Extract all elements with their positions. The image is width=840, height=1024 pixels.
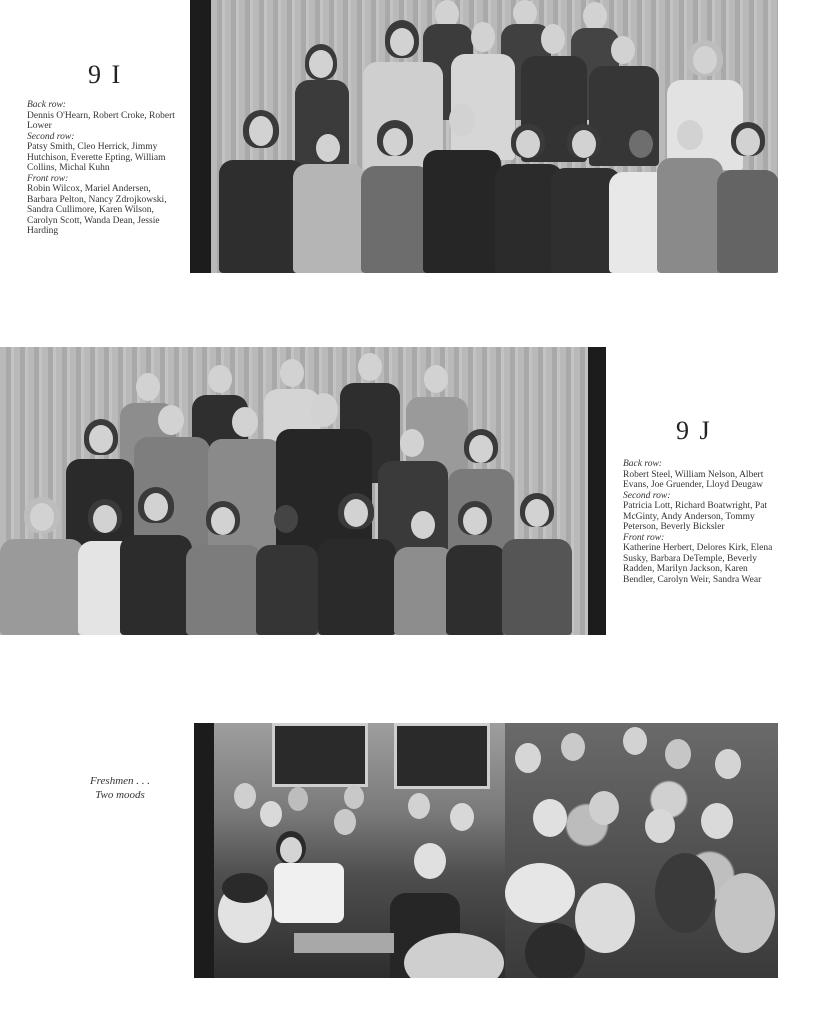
freshmen-caption-line2: Two moods: [95, 789, 145, 801]
front-row-names: Robin Wilcox, Mariel Andersen, Barbara Pelton, Nancy Zdrojkowski, Sandra Cullimore, Karen Wilson, Carolyn Scott, Wanda Dean, Jessie Harding: [27, 184, 167, 236]
back-row-label: Back row:: [623, 459, 662, 469]
front-row-label: Front row:: [27, 173, 69, 184]
photo-freshmen-border: [194, 723, 214, 978]
freshmen-caption: [70, 774, 170, 802]
class-9j-names: [623, 459, 773, 585]
second-row-names: Patricia Lott, Richard Boatwright, Pat McGinty, Andy Anderson, Tommy Peterson, Beverly Bicksler: [623, 501, 768, 532]
photo-9j-border: [588, 347, 606, 635]
back-row-names: Dennis O'Hearn, Robert Croke, Robert Lower: [27, 110, 175, 131]
back-row-label: Back row:: [27, 100, 66, 110]
freshmen-classroom-photo: [214, 723, 505, 978]
class-9i-title: 9 I: [88, 60, 123, 89]
class-9j-title: 9 J: [676, 416, 712, 445]
second-row-label: Second row:: [623, 490, 671, 501]
front-row-names: Katherine Herbert, Delores Kirk, Elena Susky, Barbara DeTemple, Beverly Radden, Marilyn Jackson, Karen Bendler, Carolyn Weir, Sandra Wear: [623, 543, 773, 585]
class-9i-names: [27, 100, 177, 237]
second-row-label: Second row:: [27, 131, 75, 142]
photo-9i-border: [190, 0, 211, 273]
class-9i-photo: [211, 0, 778, 273]
class-9j-photo: [0, 347, 588, 635]
freshmen-caption-line1: Freshmen . . .: [89, 775, 151, 787]
freshmen-assembly-photo: [505, 723, 778, 978]
front-row-label: Front row:: [623, 532, 665, 543]
second-row-names: Patsy Smith, Cleo Herrick, Jimmy Hutchison, Everette Epting, William Collins, Michal Kuhn: [27, 142, 166, 173]
back-row-names: Robert Steel, William Nelson, Albert Evans, Joe Gruender, Lloyd Deugaw: [623, 469, 764, 490]
